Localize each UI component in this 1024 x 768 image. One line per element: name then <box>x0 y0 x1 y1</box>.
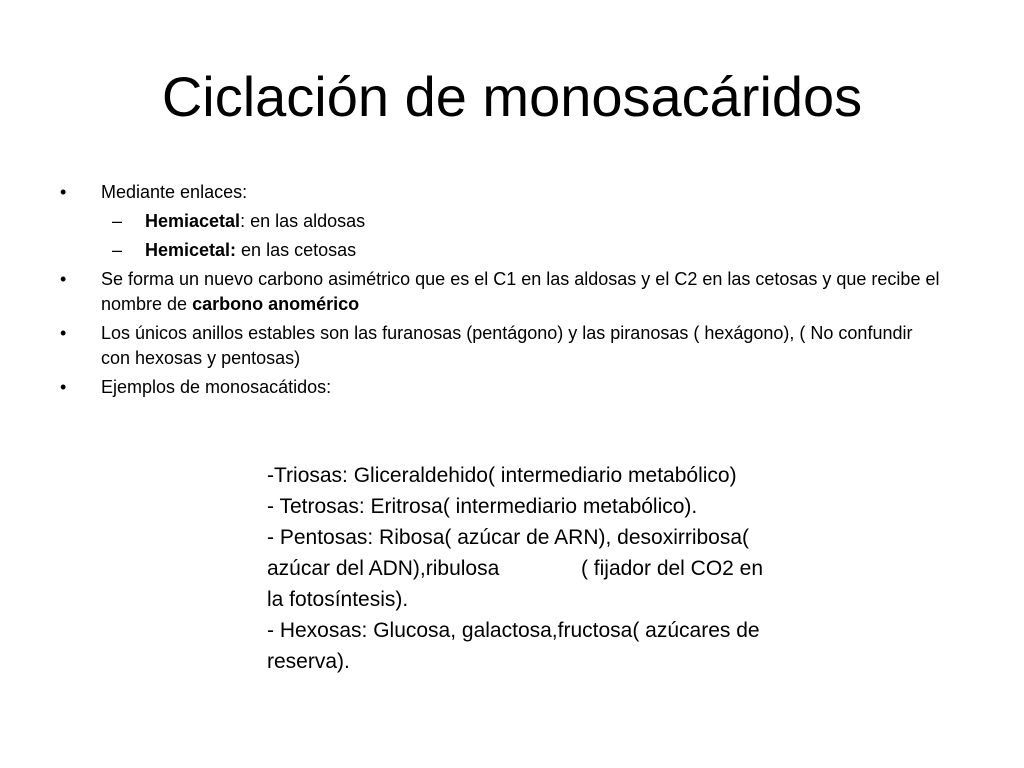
bullet-text: Ejemplos de monosacátidos: <box>101 377 332 397</box>
examples-line: azúcar del ADN),ribulosa ( fijador del CO2 en <box>267 557 764 580</box>
sub-bullet-bold-term: Hemiacetal <box>145 211 241 231</box>
examples-text-block <box>267 460 907 677</box>
bullet-text: Se forma un nuevo carbono asimétrico que es el C1 en las aldosas y el C2 en las cetosas y que recibe el nombre de <box>101 269 940 314</box>
examples-line: - Hexosas: Glucosa, galactosa,fructosa( azúcares de <box>267 619 760 642</box>
examples-line: - Pentosas: Ribosa( azúcar de ARN), desoxirribosa( <box>267 526 750 549</box>
sub-bullet-text: : en las aldosas <box>240 211 366 231</box>
sub-bullet-bold-term: Hemicetal: <box>145 240 237 260</box>
sub-bullet-marker: – <box>112 211 123 231</box>
bullet-bold-term: carbono anomérico <box>192 294 360 314</box>
bullet-text: Mediante enlaces: <box>101 182 248 202</box>
examples-line: la fotosíntesis). <box>267 588 409 611</box>
sub-bullet-hemicetal <box>60 238 940 263</box>
sub-bullet-marker: – <box>112 240 123 260</box>
examples-line: - Tetrosas: Eritrosa( intermediario metabólico). <box>267 495 698 518</box>
sub-bullet-hemiacetal <box>60 209 940 234</box>
bullet-marker: • <box>60 323 67 343</box>
slide-title: Ciclación de monosacáridos <box>161 65 863 128</box>
bullet-item-ejemplos <box>60 375 940 400</box>
sub-bullet-text: en las cetosas <box>236 240 357 260</box>
bullet-text: Los únicos anillos estables son las furanosas (pentágono) y las piranosas ( hexágono), ( No confundir con hexosas y pentosas) <box>101 323 913 368</box>
bullet-item-anillos <box>60 321 940 371</box>
bullet-item-enlaces <box>60 180 940 205</box>
bullet-marker: • <box>60 269 67 289</box>
bullet-item-carbono <box>60 267 940 317</box>
bullet-marker: • <box>60 377 67 397</box>
bullet-marker: • <box>60 182 67 202</box>
bullet-list <box>60 180 940 404</box>
examples-line: reserva). <box>267 650 350 673</box>
examples-line: -Triosas: Gliceraldehido( intermediario metabólico) <box>267 464 737 487</box>
